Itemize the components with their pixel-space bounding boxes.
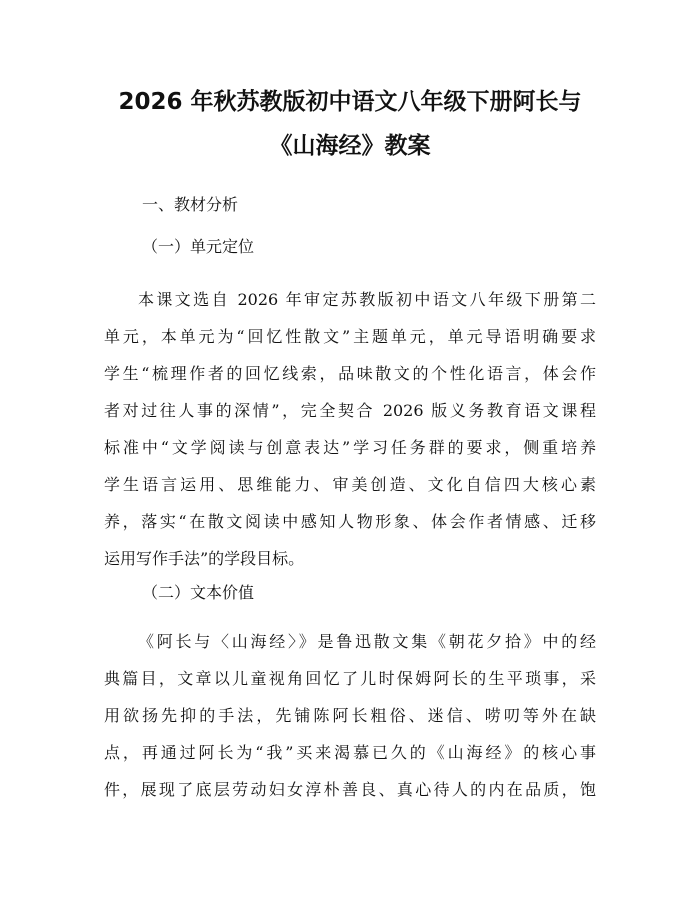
subsection-heading-text-value: （二）文本价值 (142, 583, 255, 602)
paragraph-line: 用欲扬先抑的手法，先铺陈阿长粗俗、迷信、唠叨等外在缺 (104, 706, 596, 725)
paragraph-line: 典篇目，文章以儿童视角回忆了儿时保姆阿长的生平琐事，采 (104, 669, 596, 688)
subsection-heading-unit-positioning: （一）单元定位 (142, 237, 255, 256)
paragraph-line: 运用写作手法”的学段目标。 (104, 549, 305, 568)
document-title-line-1: 2026 年秋苏教版初中语文八年级下册阿长与 (118, 89, 582, 115)
document-title-line-2: 《山海经》教案 (269, 133, 431, 159)
paragraph-line: 标准中“文学阅读与创意表达”学习任务群的要求，侧重培养 (104, 438, 596, 457)
paragraph-line: 本课文选自 2026 年审定苏教版初中语文八年级下册第二 (138, 290, 596, 309)
paragraph-line: 学生“梳理作者的回忆线索，品味散文的个性化语言，体会作 (104, 364, 596, 383)
section-heading: 一、教材分析 (142, 195, 239, 214)
paragraph-line: 点，再通过阿长为“我”买来渴慕已久的《山海经》的核心事 (104, 743, 596, 762)
paragraph-line: 件，展现了底层劳动妇女淳朴善良、真心待人的内在品质，饱 (104, 780, 596, 799)
paragraph-line: 《阿长与〈山海经〉》是鲁迅散文集《朝花夕拾》中的经 (138, 632, 596, 651)
paragraph-unit-positioning (104, 281, 596, 577)
paragraph-line: 学生语言运用、思维能力、审美创造、文化自信四大核心素 (104, 475, 596, 494)
paragraph-line: 者对过往人事的深情”，完全契合 2026 版义务教育语文课程 (104, 401, 596, 420)
paragraph-text-value (104, 623, 596, 808)
paragraph-line: 养，落实“在散文阅读中感知人物形象、体会作者情感、迁移 (104, 512, 596, 531)
paragraph-line: 单元，本单元为“回忆性散文”主题单元，单元导语明确要求 (104, 327, 596, 346)
